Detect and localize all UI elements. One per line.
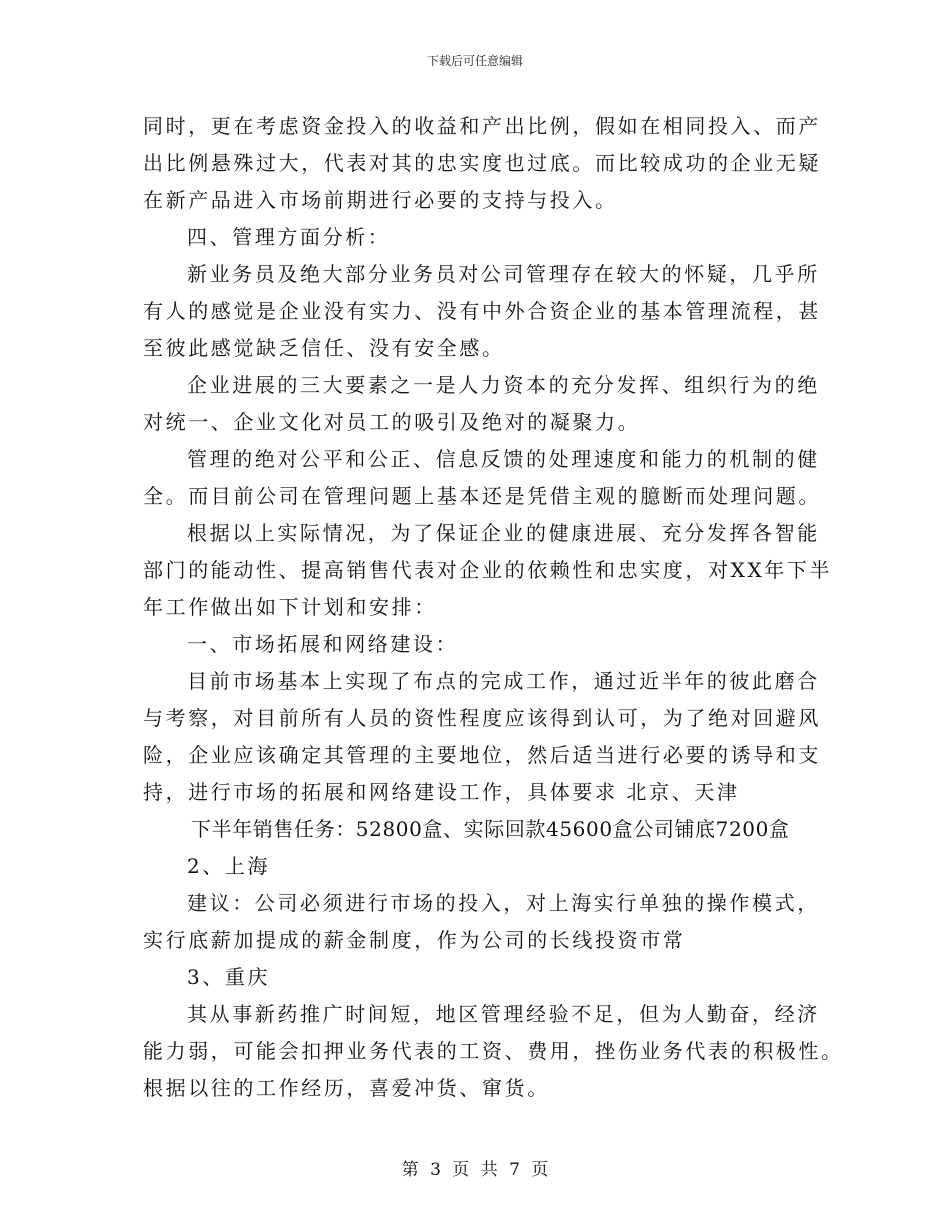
page-header: 下载后可任意编辑	[426, 54, 523, 68]
paragraph-line: 新业务员及绝大部分业务员对公司管理存在较大的怀疑，几乎所	[187, 262, 820, 286]
paragraph-line: 有人的感觉是企业没有实力、没有中外合资企业的基本管理流程，甚	[143, 299, 821, 323]
paragraph-line: 根据以上实际情况，为了保证企业的健康进展、充分发挥各智能	[187, 521, 820, 545]
paragraph-line: 目前市场基本上实现了布点的完成工作，通过近半年的彼此磨合	[187, 669, 820, 693]
paragraph-line: 年工作做出如下计划和安排：	[143, 595, 437, 619]
subsection-heading: 2、上海	[187, 854, 271, 878]
paragraph-line: 管理的绝对公平和公正、信息反馈的处理速度和能力的机制的健	[187, 447, 820, 471]
sales-task-line: 下半年销售任务：52800盒、实际回款45600盒公司铺底7200盒	[191, 817, 790, 841]
paragraph-line: 全。而目前公司在管理问题上基本还是凭借主观的臆断而处理问题。	[143, 484, 821, 508]
section-heading: 四、管理方面分析：	[187, 225, 391, 249]
section-heading: 一、市场拓展和网络建设：	[187, 632, 459, 656]
paragraph-line: 持，进行市场的拓展和网络建设工作，具体要求 北京、天津	[143, 780, 740, 804]
paragraph-line: 对统一、企业文化对员工的吸引及绝对的凝聚力。	[143, 410, 641, 434]
paragraph-line: 出比例悬殊过大，代表对其的忠实度也过底。而比较成功的企业无疑	[143, 151, 821, 175]
paragraph-line: 其从事新药推广时间短，地区管理经验不足，但为人勤奋，经济	[187, 1002, 820, 1026]
page-number: 第 3 页 共 7 页	[401, 1160, 549, 1180]
paragraph-line: 至彼此感觉缺乏信任、没有安全感。	[143, 336, 505, 360]
paragraph-line: 险，企业应该确定其管理的主要地位，然后适当进行必要的诱导和支	[143, 743, 821, 767]
paragraph-line: 在新产品进入市场前期进行必要的支持与投入。	[143, 188, 618, 212]
paragraph-line: 同时，更在考虑资金投入的收益和产出比例，假如在相同投入、而产	[143, 114, 821, 138]
document-body	[143, 108, 844, 1107]
paragraph-line: 能力弱，可能会扣押业务代表的工资、费用，挫伤业务代表的积极性。	[143, 1039, 844, 1063]
paragraph-line: 实行底薪加提成的薪金制度，作为公司的长线投资市常	[143, 928, 686, 952]
subsection-heading: 3、重庆	[187, 965, 271, 989]
paragraph-line: 与考察，对目前所有人员的资性程度应该得到认可，为了绝对回避风	[143, 706, 821, 730]
paragraph-line: 根据以往的工作经历，喜爱冲货、窜货。	[143, 1076, 550, 1100]
paragraph-line: 部门的能动性、提高销售代表对企业的依赖性和忠实度，对XX年下半	[143, 558, 833, 582]
paragraph-line: 建议：公司必须进行市场的投入，对上海实行单独的操作模式，	[187, 891, 820, 915]
paragraph-line: 企业进展的三大要素之一是人力资本的充分发挥、组织行为的绝	[187, 373, 820, 397]
